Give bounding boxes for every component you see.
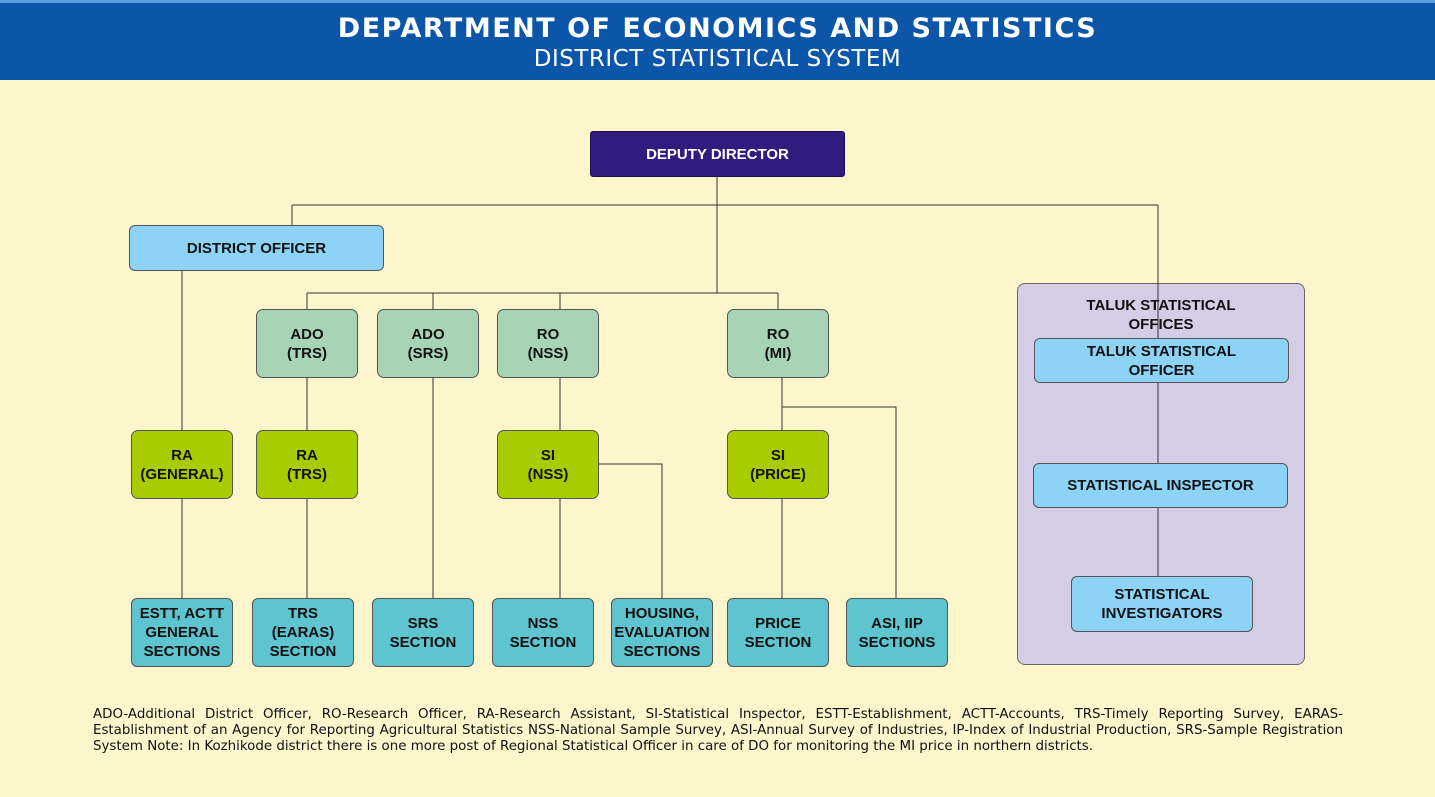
trs-earas-section-node: TRS (EARAS) SECTION xyxy=(252,598,354,667)
si-nss-node: SI (NSS) xyxy=(497,430,599,499)
statistical-investigators-node: STATISTICAL INVESTIGATORS xyxy=(1071,576,1253,632)
header-title: DEPARTMENT OF ECONOMICS AND STATISTICS xyxy=(337,13,1098,44)
taluk-offices-title: TALUK STATISTICAL OFFICES xyxy=(1086,297,1236,333)
abbreviations-footnote: ADO-Additional District Officer, RO-Research Officer, RA-Research Assistant, SI-Statistical Inspector, ESTT-Establishment, ACTT-Accounts, TRS-Timely Reporting Survey, EARAS-Establishment of an Agency for Reporting Agricultural Statistics NSS-National Sample Survey, ASI-Annual Survey of Industries, IP-Index of Industrial Production, SRS-Sample Registration System Note: In Kozhikode district there is one more post of Regional Statistical Officer in care of DO for monitoring the MI price in northern districts. xyxy=(93,707,1343,754)
header-subtitle: DISTRICT STATISTICAL SYSTEM xyxy=(533,46,902,72)
housing-evaluation-section-node: HOUSING, EVALUATION SECTIONS xyxy=(611,598,713,667)
nss-section-node: NSS SECTION xyxy=(492,598,594,667)
si-price-node: SI (PRICE) xyxy=(727,430,829,499)
line-si-nss-to-housing xyxy=(599,464,662,598)
asi-iip-section-node: ASI, IIP SECTIONS xyxy=(846,598,948,667)
ro-mi-node: RO (MI) xyxy=(727,309,829,378)
ra-general-node: RA (GENERAL) xyxy=(131,430,233,499)
deputy-director-node: DEPUTY DIRECTOR xyxy=(590,131,845,177)
price-section-node: PRICE SECTION xyxy=(727,598,829,667)
ra-trs-node: RA (TRS) xyxy=(256,430,358,499)
statistical-inspector-node: STATISTICAL INSPECTOR xyxy=(1033,463,1288,508)
srs-section-node: SRS SECTION xyxy=(372,598,474,667)
ado-srs-node: ADO (SRS) xyxy=(377,309,479,378)
ado-trs-node: ADO (TRS) xyxy=(256,309,358,378)
taluk-statistical-officer-node: TALUK STATISTICAL OFFICER xyxy=(1034,338,1289,383)
estt-actt-section-node: ESTT, ACTT GENERAL SECTIONS xyxy=(131,598,233,667)
ro-nss-node: RO (NSS) xyxy=(497,309,599,378)
district-officer-node: DISTRICT OFFICER xyxy=(129,225,384,271)
